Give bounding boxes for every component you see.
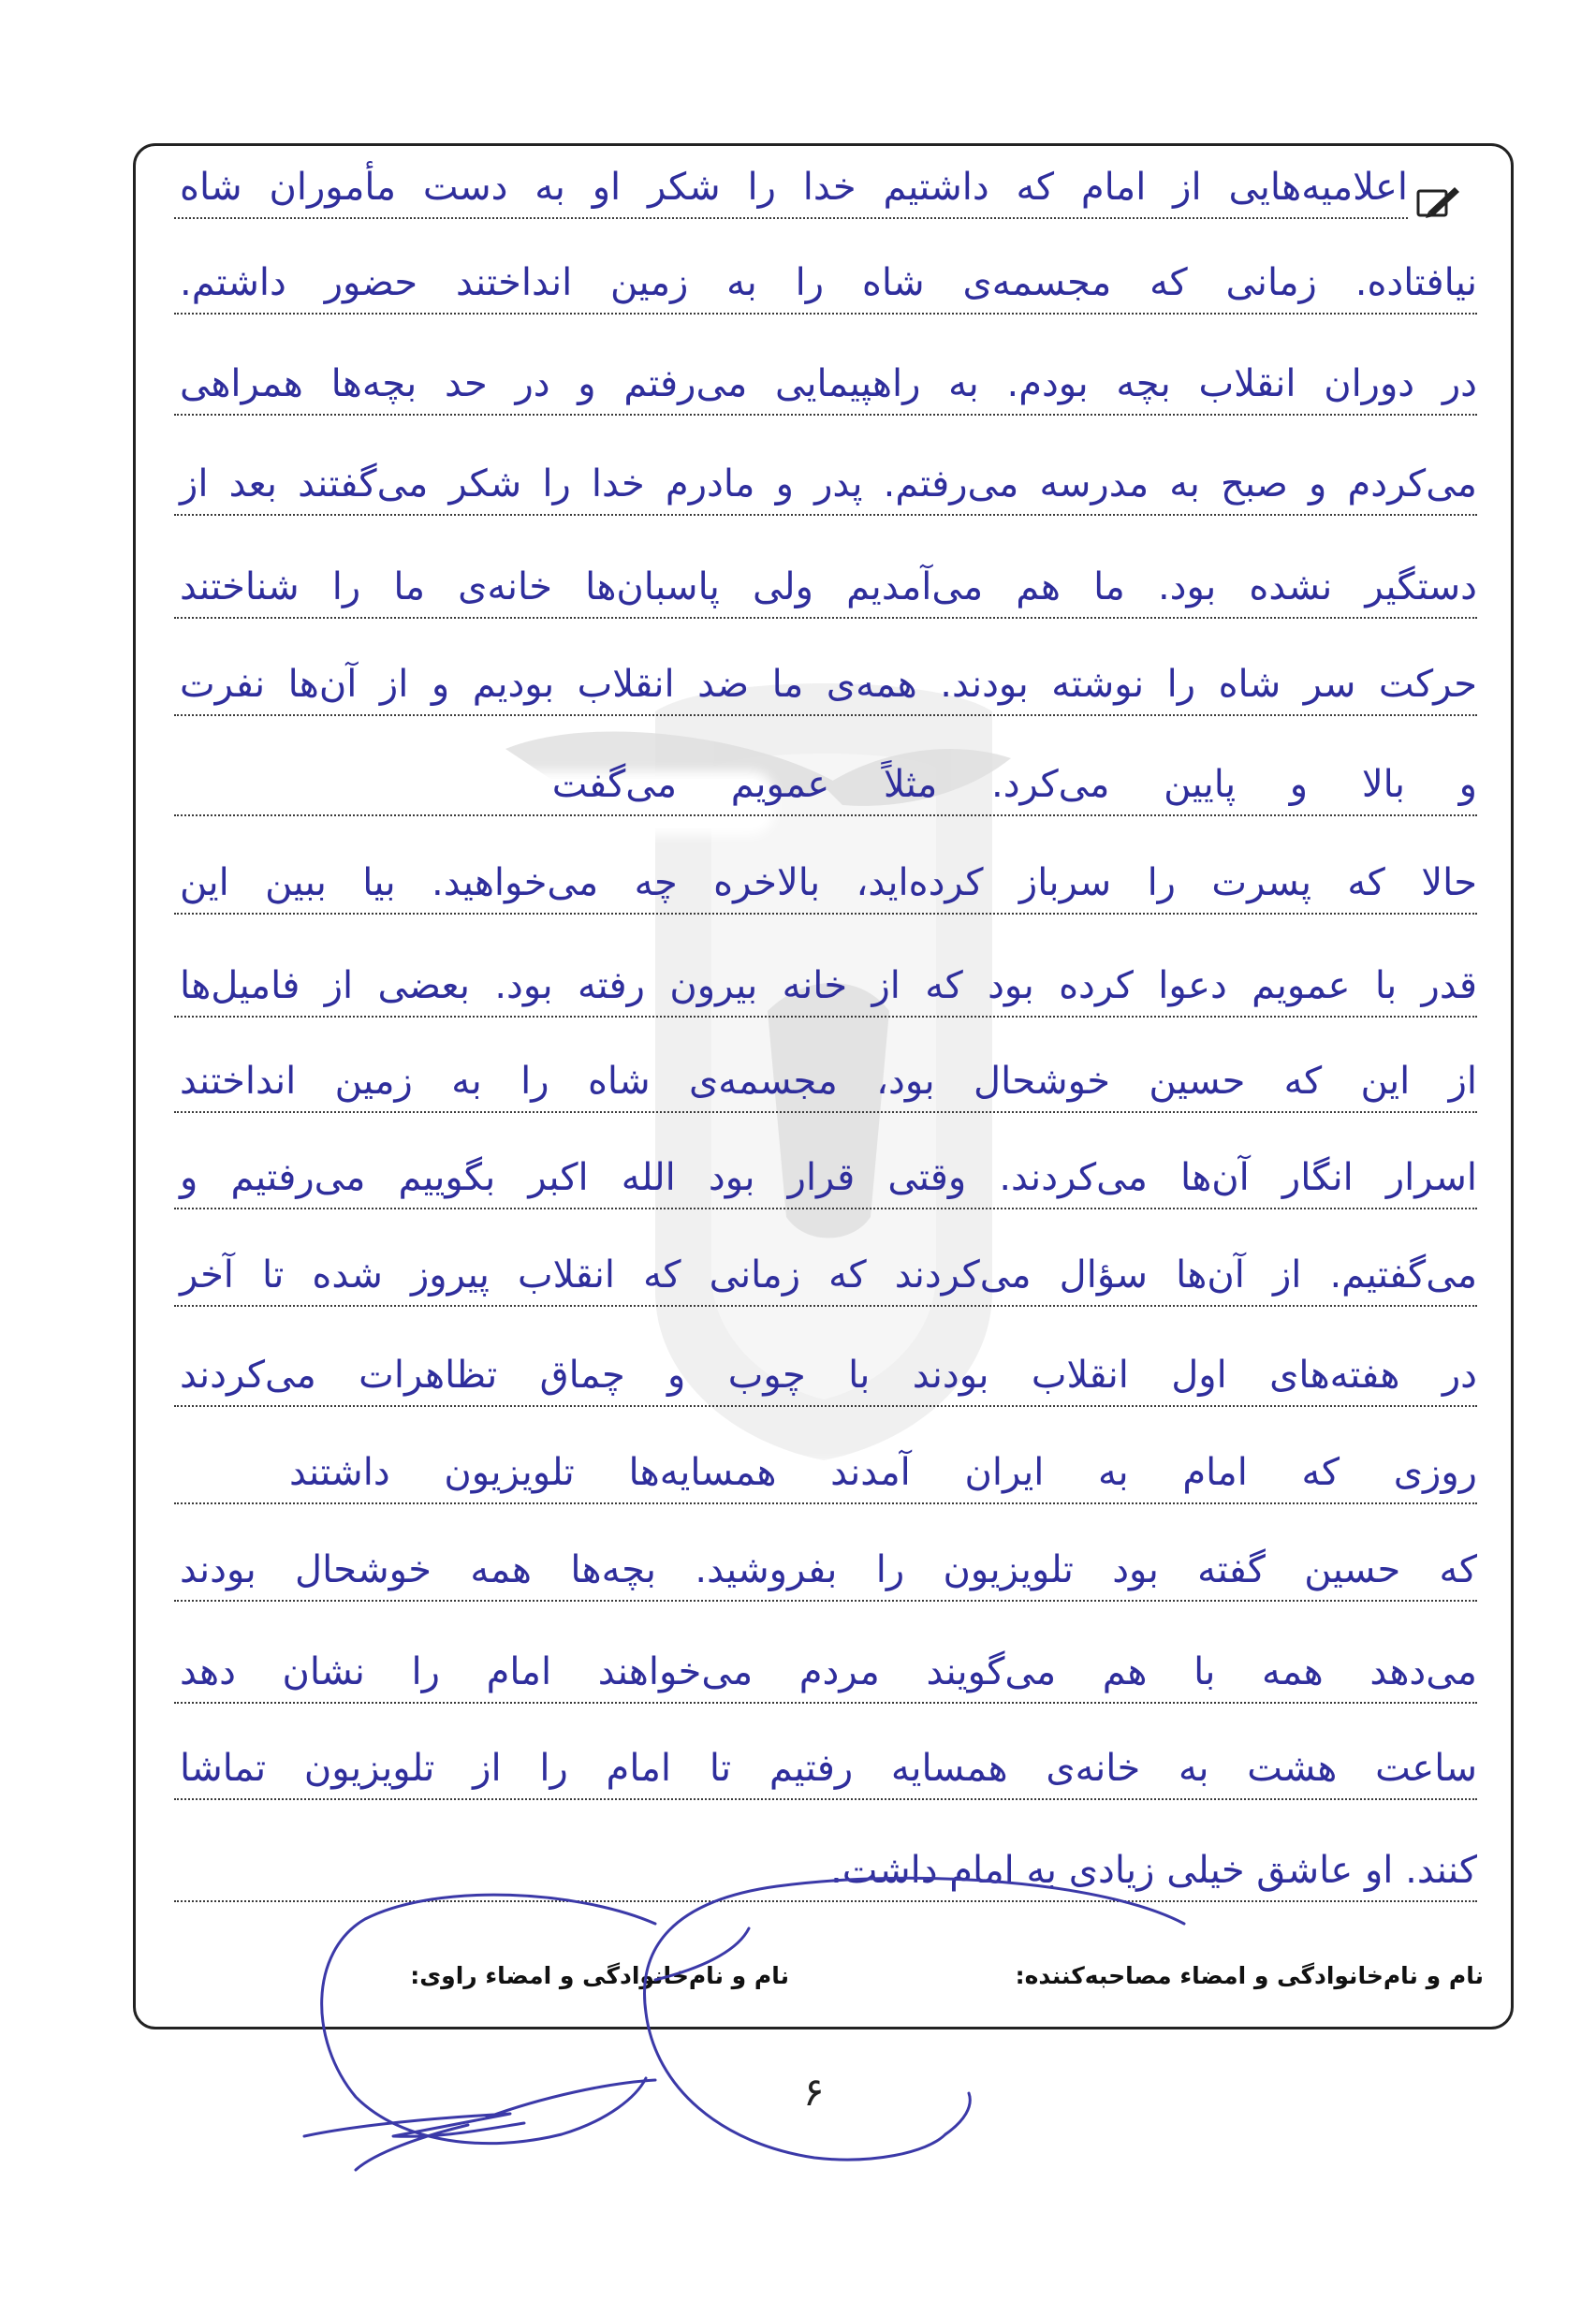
handwritten-line [174,1644,1477,1704]
line-text: و بالا و پایین می‌کرد. مثلاً عمویم می‌گفت [551,763,1477,806]
handwritten-line [174,1444,1477,1504]
handwritten-line [174,958,1477,1018]
interviewer-signature-label: نام و نام‌خانوادگی و امضاء مصاحبه‌کننده: [1015,1962,1484,1989]
handwritten-line [174,1842,1477,1902]
handwritten-line [174,656,1477,716]
line-text: کنند. او عاشق خیلی زیادی به امام داشت. [830,1849,1477,1892]
line-text: قدر با عمویم دعوا کرده بود که از خانه بیرون رفته بود. بعضی از فامیل‌ها [180,964,1477,1007]
handwritten-line [174,855,1477,915]
pen-icon [1415,183,1462,221]
handwritten-line [174,1150,1477,1209]
narrator-signature-label: نام و نام‌خانوادگی و امضاء راوی: [410,1962,789,1989]
line-text: اعلامیه‌هایی از امام که داشتیم خدا را شکر او به دست مأموران شاه [180,166,1408,209]
line-text: می‌کردم و صبح به مدرسه می‌رفتم. پدر و مادرم خدا را شکر می‌گفتند بعد از [180,462,1477,505]
handwritten-line [174,1347,1477,1407]
line-text: اسرار انگار آن‌ها می‌کردند. وقتی قرار بود الله اکبر بگوییم می‌رفتیم و [180,1156,1477,1199]
handwritten-line [174,559,1477,619]
line-text: حالا که پسرت را سرباز کرده‌اید، بالاخره چه می‌خواهید. بیا ببین این [180,861,1477,904]
handwritten-line [174,255,1477,315]
line-text: دستگیر نشده بود. ما هم می‌آمدیم ولی پاسبان‌ها خانه‌ی ما را شناختند [180,565,1477,608]
handwritten-line [174,1740,1477,1800]
handwritten-line [174,1053,1477,1113]
line-text: می‌گفتیم. از آن‌ها سؤال می‌کردند که زمانی که انقلاب پیروز شده تا آخر [180,1253,1477,1297]
line-text: که حسین گفته بود تلویزیون را بفروشید. بچه‌ها همه خوشحال بودند [180,1548,1477,1591]
line-text: نیافتاده. زمانی که مجسمه‌ی شاه را به زمین انداختند حضور داشتم. [180,261,1477,304]
handwritten-line [174,1247,1477,1307]
line-text: حرکت سر شاه را نوشته بودند. همه‌ی ما ضد انقلاب بودیم و از آن‌ها نفرت [180,663,1477,706]
handwritten-line [174,159,1408,219]
line-text: روزی که امام به ایران آمدند همسایه‌ها تلویزیون داشتند [289,1451,1477,1494]
line-text: از این که حسین خوشحال بود، مجسمه‌ی شاه را به زمین انداختند [180,1060,1477,1103]
handwritten-line [174,356,1477,416]
line-text: ساعت هشت به خانه‌ی همسایه رفتیم تا امام را از تلویزیون تماشا [180,1747,1477,1790]
line-text: می‌دهد همه با هم می‌گویند مردم می‌خواهند امام را نشان دهد [180,1650,1477,1693]
handwritten-line [174,756,1477,816]
handwritten-line [174,456,1477,516]
handwritten-line [174,1542,1477,1602]
line-text: در دوران انقلاب بچه بودم. به راهپیمایی می‌رفتم و در حد بچه‌ها همراهی [180,362,1477,405]
line-text: در هفته‌های اول انقلاب بودند با چوب و چماق تظاهرات می‌کردند [180,1354,1477,1397]
page-number: ۶ [803,2069,825,2115]
